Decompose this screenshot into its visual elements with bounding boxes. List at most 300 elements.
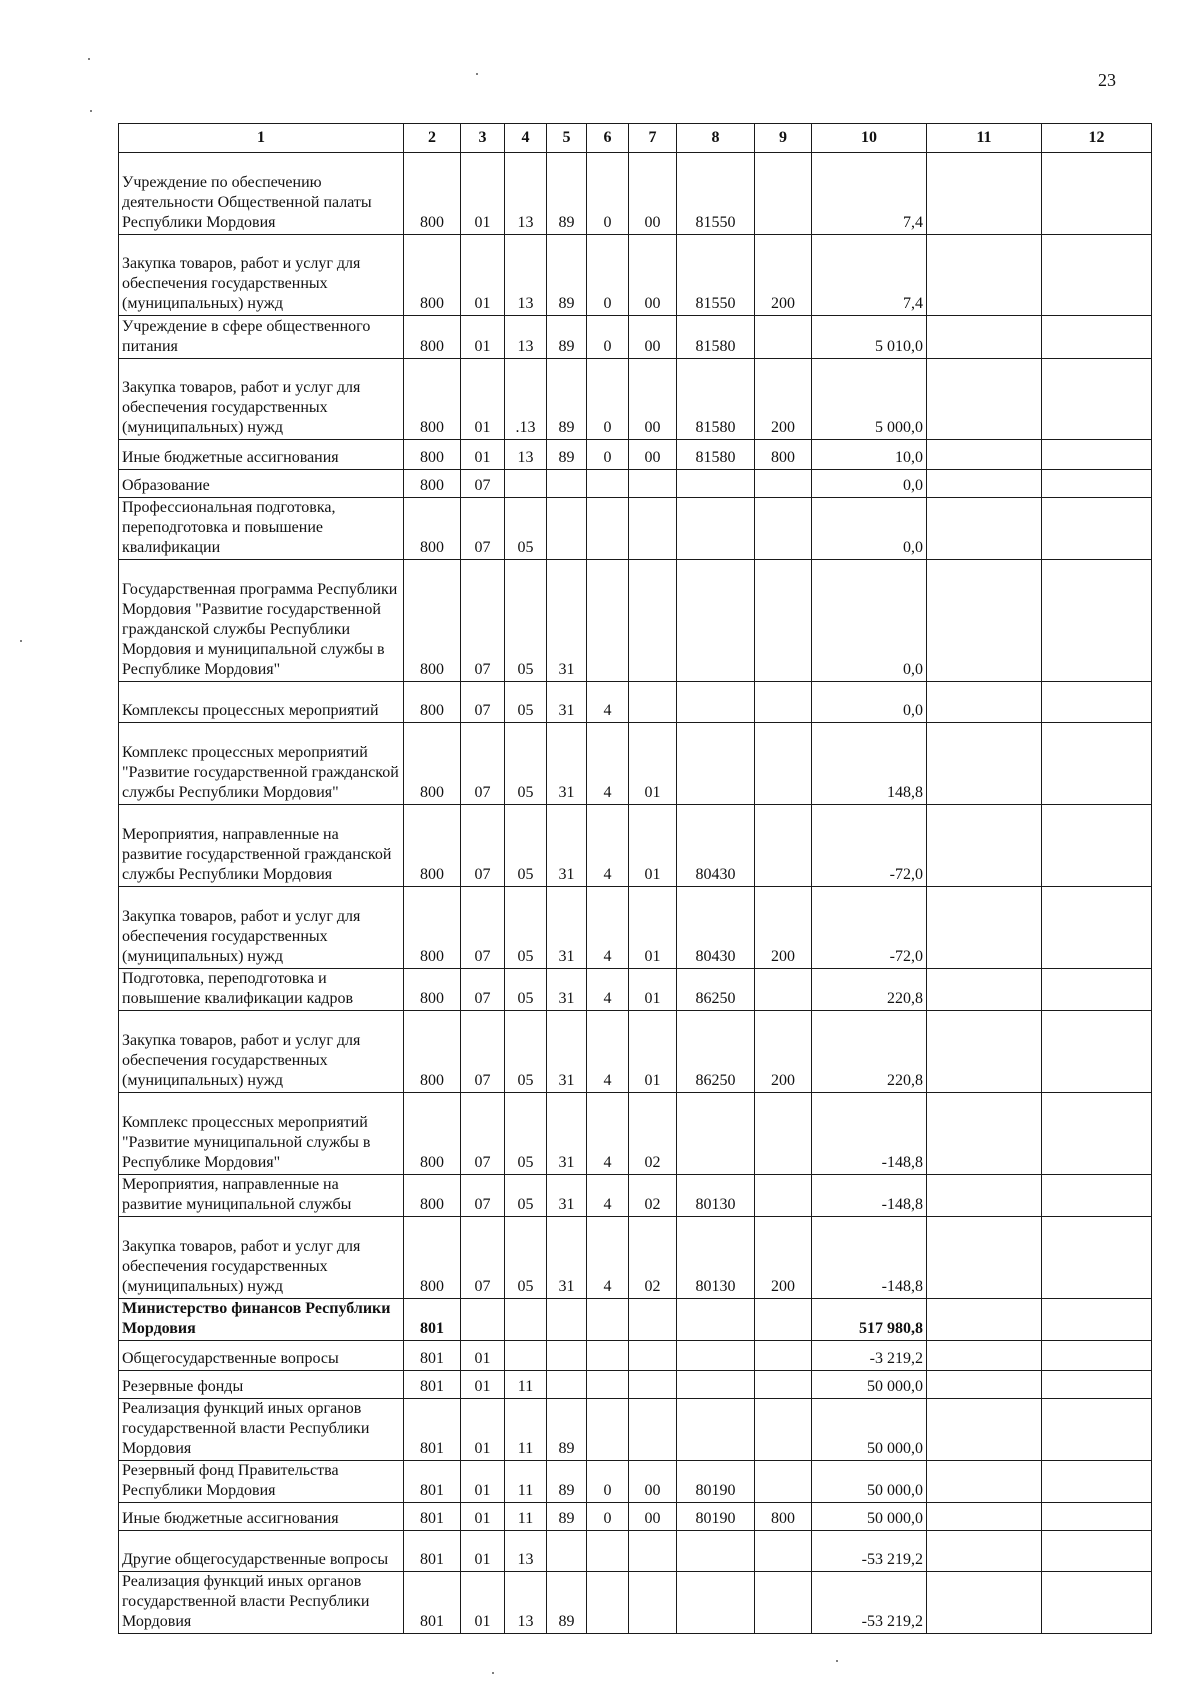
- row-code-cell: [547, 1341, 587, 1371]
- row-code-cell: 0: [587, 316, 629, 359]
- row-name-cell: Закупка товаров, работ и услуг для обеспечения государственных (муниципальных) нужд: [119, 887, 404, 969]
- row-empty-cell: [1042, 1011, 1152, 1093]
- row-code-cell: [677, 682, 755, 723]
- row-code-cell: [587, 1399, 629, 1461]
- row-code-cell: 00: [629, 1503, 677, 1531]
- row-code-cell: [677, 1371, 755, 1399]
- row-code-cell: [587, 498, 629, 560]
- column-header: 2: [404, 124, 461, 153]
- row-code-cell: 01: [461, 1341, 505, 1371]
- row-name-cell: Подготовка, переподготовка и повышение квалификации кадров: [119, 969, 404, 1011]
- row-code-cell: [629, 1531, 677, 1572]
- row-code-cell: 05: [505, 1175, 547, 1217]
- row-name-cell: Резервные фонды: [119, 1371, 404, 1399]
- row-code-cell: 31: [547, 682, 587, 723]
- row-amount-cell: 50 000,0: [812, 1399, 927, 1461]
- table-row: [119, 682, 1152, 723]
- row-code-cell: 86250: [677, 1011, 755, 1093]
- row-empty-cell: [1042, 316, 1152, 359]
- row-code-cell: 00: [629, 359, 677, 440]
- row-empty-cell: [1042, 1175, 1152, 1217]
- row-code-cell: 89: [547, 1572, 587, 1634]
- row-name-cell: Учреждение по обеспечению деятельности Общественной палаты Республики Мордовия: [119, 153, 404, 235]
- row-code-cell: 05: [505, 682, 547, 723]
- row-code-cell: [677, 1531, 755, 1572]
- row-amount-cell: 50 000,0: [812, 1371, 927, 1399]
- row-code-cell: 02: [629, 1175, 677, 1217]
- row-amount-cell: 517 980,8: [812, 1299, 927, 1341]
- row-code-cell: 0: [587, 359, 629, 440]
- table-row: [119, 969, 1152, 1011]
- row-code-cell: 4: [587, 682, 629, 723]
- row-name-cell: Другие общегосударственные вопросы: [119, 1531, 404, 1572]
- row-empty-cell: [1042, 969, 1152, 1011]
- row-code-cell: 800: [404, 498, 461, 560]
- row-empty-cell: [1042, 1531, 1152, 1572]
- row-name-cell: Комплекс процессных мероприятий "Развитие государственной гражданской службы Республики Мордовия": [119, 723, 404, 805]
- row-code-cell: 07: [461, 1011, 505, 1093]
- row-name-cell: Комплексы процессных мероприятий: [119, 682, 404, 723]
- row-empty-cell: [927, 560, 1042, 682]
- row-name-cell: Мероприятия, направленные на развитие муниципальной службы: [119, 1175, 404, 1217]
- row-name-cell: Закупка товаров, работ и услуг для обеспечения государственных (муниципальных) нужд: [119, 1011, 404, 1093]
- row-code-cell: 0: [587, 1503, 629, 1531]
- row-code-cell: 01: [629, 805, 677, 887]
- row-code-cell: 200: [755, 1011, 812, 1093]
- row-amount-cell: 10,0: [812, 440, 927, 470]
- row-empty-cell: [1042, 1461, 1152, 1503]
- table-row: [119, 470, 1152, 498]
- table-body: [119, 153, 1152, 1634]
- row-code-cell: [677, 470, 755, 498]
- row-code-cell: 07: [461, 1093, 505, 1175]
- row-code-cell: 01: [629, 1011, 677, 1093]
- row-empty-cell: [1042, 235, 1152, 316]
- row-empty-cell: [1042, 1093, 1152, 1175]
- row-code-cell: 800: [404, 969, 461, 1011]
- row-name-cell: Государственная программа Республики Мордовия "Развитие государственной гражданской службы Республики Мордовия и муниципальной службы в Республике Мордовия": [119, 560, 404, 682]
- row-amount-cell: 0,0: [812, 560, 927, 682]
- row-empty-cell: [1042, 723, 1152, 805]
- row-code-cell: 13: [505, 1572, 547, 1634]
- column-header: 11: [927, 124, 1042, 153]
- row-code-cell: 05: [505, 1011, 547, 1093]
- row-name-cell: Резервный фонд Правительства Республики Мордовия: [119, 1461, 404, 1503]
- row-code-cell: 801: [404, 1531, 461, 1572]
- row-code-cell: 07: [461, 723, 505, 805]
- row-empty-cell: [1042, 1572, 1152, 1634]
- row-code-cell: 4: [587, 805, 629, 887]
- row-code-cell: 81580: [677, 316, 755, 359]
- scan-speck: [90, 110, 92, 112]
- row-code-cell: 00: [629, 1461, 677, 1503]
- column-header: 5: [547, 124, 587, 153]
- row-name-cell: Иные бюджетные ассигнования: [119, 1503, 404, 1531]
- row-amount-cell: 0,0: [812, 498, 927, 560]
- row-code-cell: 07: [461, 682, 505, 723]
- row-code-cell: [629, 1572, 677, 1634]
- row-code-cell: 11: [505, 1503, 547, 1531]
- row-code-cell: 80430: [677, 887, 755, 969]
- row-code-cell: 801: [404, 1341, 461, 1371]
- row-code-cell: [755, 498, 812, 560]
- row-empty-cell: [927, 1175, 1042, 1217]
- row-code-cell: 0: [587, 1461, 629, 1503]
- table-row: [119, 153, 1152, 235]
- row-empty-cell: [1042, 1217, 1152, 1299]
- row-empty-cell: [1042, 805, 1152, 887]
- row-empty-cell: [1042, 682, 1152, 723]
- row-amount-cell: -72,0: [812, 887, 927, 969]
- row-amount-cell: 220,8: [812, 969, 927, 1011]
- row-code-cell: 01: [461, 1461, 505, 1503]
- row-code-cell: [755, 470, 812, 498]
- row-code-cell: 01: [461, 1503, 505, 1531]
- row-empty-cell: [927, 1461, 1042, 1503]
- column-header: 12: [1042, 124, 1152, 153]
- row-code-cell: [755, 153, 812, 235]
- row-code-cell: 89: [547, 153, 587, 235]
- row-empty-cell: [1042, 1299, 1152, 1341]
- row-amount-cell: -3 219,2: [812, 1341, 927, 1371]
- row-code-cell: 4: [587, 1217, 629, 1299]
- row-code-cell: 4: [587, 1175, 629, 1217]
- row-code-cell: 800: [404, 723, 461, 805]
- row-code-cell: [755, 560, 812, 682]
- table-row: [119, 1572, 1152, 1634]
- row-code-cell: [629, 682, 677, 723]
- table-row: [119, 359, 1152, 440]
- row-code-cell: 800: [404, 1011, 461, 1093]
- budget-table: [118, 123, 1152, 1634]
- row-amount-cell: 50 000,0: [812, 1503, 927, 1531]
- row-code-cell: 31: [547, 805, 587, 887]
- row-amount-cell: 7,4: [812, 153, 927, 235]
- column-header: 1: [119, 124, 404, 153]
- row-code-cell: 13: [505, 235, 547, 316]
- table-row: [119, 1371, 1152, 1399]
- row-code-cell: 801: [404, 1572, 461, 1634]
- row-empty-cell: [927, 1503, 1042, 1531]
- row-code-cell: [755, 1175, 812, 1217]
- row-code-cell: 07: [461, 498, 505, 560]
- row-empty-cell: [927, 470, 1042, 498]
- row-code-cell: [505, 1341, 547, 1371]
- row-code-cell: 01: [461, 1371, 505, 1399]
- row-empty-cell: [1042, 887, 1152, 969]
- row-empty-cell: [927, 235, 1042, 316]
- row-code-cell: 800: [404, 359, 461, 440]
- column-header: 9: [755, 124, 812, 153]
- row-code-cell: 0: [587, 153, 629, 235]
- row-code-cell: 800: [755, 440, 812, 470]
- row-code-cell: 00: [629, 153, 677, 235]
- row-empty-cell: [1042, 1399, 1152, 1461]
- row-empty-cell: [927, 153, 1042, 235]
- row-code-cell: 31: [547, 1217, 587, 1299]
- row-code-cell: 80130: [677, 1175, 755, 1217]
- row-code-cell: [587, 1572, 629, 1634]
- row-code-cell: [629, 1371, 677, 1399]
- row-amount-cell: -53 219,2: [812, 1572, 927, 1634]
- row-code-cell: 80130: [677, 1217, 755, 1299]
- row-code-cell: 31: [547, 1175, 587, 1217]
- row-code-cell: 89: [547, 316, 587, 359]
- row-empty-cell: [927, 1217, 1042, 1299]
- row-code-cell: [629, 1399, 677, 1461]
- row-amount-cell: 5 010,0: [812, 316, 927, 359]
- table-row: [119, 560, 1152, 682]
- row-name-cell: Реализация функций иных органов государственной власти Республики Мордовия: [119, 1572, 404, 1634]
- row-code-cell: [755, 1572, 812, 1634]
- row-empty-cell: [927, 1399, 1042, 1461]
- row-code-cell: [587, 1299, 629, 1341]
- row-code-cell: 89: [547, 1399, 587, 1461]
- row-name-cell: Учреждение в сфере общественного питания: [119, 316, 404, 359]
- row-code-cell: [677, 1572, 755, 1634]
- row-code-cell: [547, 498, 587, 560]
- row-code-cell: 07: [461, 969, 505, 1011]
- row-code-cell: 801: [404, 1399, 461, 1461]
- row-amount-cell: -148,8: [812, 1093, 927, 1175]
- row-empty-cell: [927, 1093, 1042, 1175]
- row-code-cell: [587, 1341, 629, 1371]
- row-code-cell: 07: [461, 887, 505, 969]
- row-code-cell: [677, 1299, 755, 1341]
- row-code-cell: [677, 1093, 755, 1175]
- row-code-cell: 05: [505, 723, 547, 805]
- row-name-cell: Образование: [119, 470, 404, 498]
- row-code-cell: 05: [505, 1217, 547, 1299]
- row-code-cell: 800: [404, 682, 461, 723]
- row-amount-cell: 7,4: [812, 235, 927, 316]
- row-amount-cell: 0,0: [812, 682, 927, 723]
- row-code-cell: 07: [461, 1217, 505, 1299]
- row-code-cell: 4: [587, 887, 629, 969]
- row-code-cell: 800: [404, 440, 461, 470]
- row-code-cell: [677, 498, 755, 560]
- table-row: [119, 235, 1152, 316]
- row-code-cell: 01: [461, 316, 505, 359]
- table-row: [119, 1531, 1152, 1572]
- row-code-cell: 05: [505, 1093, 547, 1175]
- row-code-cell: 800: [404, 235, 461, 316]
- row-amount-cell: -72,0: [812, 805, 927, 887]
- column-header: 6: [587, 124, 629, 153]
- table-row: [119, 1461, 1152, 1503]
- row-code-cell: 13: [505, 1531, 547, 1572]
- row-code-cell: [587, 1371, 629, 1399]
- row-code-cell: [629, 560, 677, 682]
- row-empty-cell: [927, 359, 1042, 440]
- row-code-cell: [629, 470, 677, 498]
- row-code-cell: 89: [547, 359, 587, 440]
- row-code-cell: 31: [547, 969, 587, 1011]
- table-row: [119, 1011, 1152, 1093]
- scan-speck: [88, 58, 90, 60]
- row-code-cell: [755, 682, 812, 723]
- row-name-cell: Комплекс процессных мероприятий "Развитие муниципальной службы в Республике Мордовия": [119, 1093, 404, 1175]
- row-code-cell: 01: [629, 969, 677, 1011]
- row-amount-cell: -53 219,2: [812, 1531, 927, 1572]
- row-name-cell: Общегосударственные вопросы: [119, 1341, 404, 1371]
- column-header: 8: [677, 124, 755, 153]
- row-code-cell: [755, 723, 812, 805]
- row-code-cell: 02: [629, 1093, 677, 1175]
- row-code-cell: 31: [547, 560, 587, 682]
- row-code-cell: 11: [505, 1371, 547, 1399]
- row-code-cell: 801: [404, 1371, 461, 1399]
- row-empty-cell: [927, 1572, 1042, 1634]
- row-empty-cell: [927, 969, 1042, 1011]
- row-code-cell: 07: [461, 470, 505, 498]
- row-code-cell: 800: [404, 470, 461, 498]
- table-row: [119, 1299, 1152, 1341]
- row-code-cell: 0: [587, 235, 629, 316]
- row-code-cell: [755, 316, 812, 359]
- row-code-cell: 05: [505, 498, 547, 560]
- row-name-cell: Закупка товаров, работ и услуг для обеспечения государственных (муниципальных) нужд: [119, 1217, 404, 1299]
- row-empty-cell: [927, 682, 1042, 723]
- row-code-cell: 05: [505, 887, 547, 969]
- row-code-cell: 89: [547, 440, 587, 470]
- column-header: 4: [505, 124, 547, 153]
- table-row: [119, 1217, 1152, 1299]
- table-header-row: [119, 124, 1152, 153]
- row-name-cell: Мероприятия, направленные на развитие государственной гражданской службы Республики Мордовия: [119, 805, 404, 887]
- row-code-cell: 200: [755, 359, 812, 440]
- scan-speck: [476, 73, 478, 75]
- row-code-cell: 0: [587, 440, 629, 470]
- row-code-cell: [755, 1531, 812, 1572]
- row-empty-cell: [1042, 470, 1152, 498]
- row-empty-cell: [927, 1531, 1042, 1572]
- table-row: [119, 316, 1152, 359]
- row-code-cell: 800: [755, 1503, 812, 1531]
- row-empty-cell: [927, 1299, 1042, 1341]
- row-empty-cell: [927, 805, 1042, 887]
- row-code-cell: [547, 1371, 587, 1399]
- column-header: 10: [812, 124, 927, 153]
- row-empty-cell: [1042, 1341, 1152, 1371]
- row-code-cell: 4: [587, 969, 629, 1011]
- scan-speck: [492, 1672, 494, 1674]
- row-code-cell: 800: [404, 805, 461, 887]
- row-empty-cell: [927, 887, 1042, 969]
- table-row: [119, 498, 1152, 560]
- row-code-cell: 89: [547, 1461, 587, 1503]
- row-name-cell: Иные бюджетные ассигнования: [119, 440, 404, 470]
- row-code-cell: 800: [404, 1093, 461, 1175]
- row-code-cell: 81580: [677, 359, 755, 440]
- row-code-cell: [755, 1093, 812, 1175]
- scan-speck: [836, 1660, 838, 1662]
- row-code-cell: 01: [629, 723, 677, 805]
- row-code-cell: 01: [461, 1531, 505, 1572]
- row-code-cell: 31: [547, 1093, 587, 1175]
- row-code-cell: 200: [755, 1217, 812, 1299]
- table-row: [119, 440, 1152, 470]
- row-empty-cell: [927, 498, 1042, 560]
- table-row: [119, 1503, 1152, 1531]
- row-code-cell: 801: [404, 1503, 461, 1531]
- row-code-cell: 86250: [677, 969, 755, 1011]
- row-code-cell: [587, 1531, 629, 1572]
- row-code-cell: 80190: [677, 1461, 755, 1503]
- row-name-cell: Закупка товаров, работ и услуг для обеспечения государственных (муниципальных) нужд: [119, 359, 404, 440]
- row-code-cell: [677, 1399, 755, 1461]
- row-empty-cell: [1042, 153, 1152, 235]
- row-code-cell: 800: [404, 1175, 461, 1217]
- row-code-cell: [629, 1341, 677, 1371]
- row-name-cell: Закупка товаров, работ и услуг для обеспечения государственных (муниципальных) нужд: [119, 235, 404, 316]
- table-row: [119, 1093, 1152, 1175]
- row-code-cell: [505, 1299, 547, 1341]
- row-amount-cell: 0,0: [812, 470, 927, 498]
- row-code-cell: 31: [547, 1011, 587, 1093]
- row-amount-cell: -148,8: [812, 1217, 927, 1299]
- row-code-cell: 89: [547, 1503, 587, 1531]
- row-code-cell: 800: [404, 887, 461, 969]
- row-empty-cell: [1042, 498, 1152, 560]
- row-code-cell: [755, 969, 812, 1011]
- row-code-cell: .13: [505, 359, 547, 440]
- row-code-cell: 01: [461, 1399, 505, 1461]
- row-amount-cell: 5 000,0: [812, 359, 927, 440]
- row-code-cell: 81550: [677, 235, 755, 316]
- row-code-cell: 05: [505, 969, 547, 1011]
- row-code-cell: [547, 1531, 587, 1572]
- row-code-cell: [755, 1299, 812, 1341]
- column-header: 3: [461, 124, 505, 153]
- row-code-cell: 01: [461, 1572, 505, 1634]
- row-code-cell: 801: [404, 1299, 461, 1341]
- row-empty-cell: [927, 1011, 1042, 1093]
- table-row: [119, 1341, 1152, 1371]
- row-amount-cell: 148,8: [812, 723, 927, 805]
- row-code-cell: 800: [404, 316, 461, 359]
- row-code-cell: 01: [461, 440, 505, 470]
- row-code-cell: 07: [461, 560, 505, 682]
- row-code-cell: 05: [505, 560, 547, 682]
- table-row: [119, 1175, 1152, 1217]
- row-empty-cell: [927, 723, 1042, 805]
- scan-speck: [20, 640, 22, 642]
- table-row: [119, 887, 1152, 969]
- row-code-cell: 00: [629, 440, 677, 470]
- row-code-cell: [677, 560, 755, 682]
- row-code-cell: 200: [755, 235, 812, 316]
- row-code-cell: [547, 1299, 587, 1341]
- page-number: 23: [1098, 70, 1116, 90]
- row-amount-cell: 50 000,0: [812, 1461, 927, 1503]
- row-empty-cell: [1042, 359, 1152, 440]
- row-code-cell: [587, 470, 629, 498]
- row-code-cell: 11: [505, 1399, 547, 1461]
- row-code-cell: [587, 560, 629, 682]
- row-code-cell: [755, 1341, 812, 1371]
- row-empty-cell: [927, 1371, 1042, 1399]
- row-code-cell: 31: [547, 723, 587, 805]
- row-code-cell: 13: [505, 316, 547, 359]
- row-code-cell: 4: [587, 1011, 629, 1093]
- row-empty-cell: [927, 440, 1042, 470]
- row-code-cell: 07: [461, 805, 505, 887]
- row-code-cell: [677, 1341, 755, 1371]
- row-code-cell: 200: [755, 887, 812, 969]
- row-empty-cell: [1042, 1503, 1152, 1531]
- row-code-cell: [755, 1371, 812, 1399]
